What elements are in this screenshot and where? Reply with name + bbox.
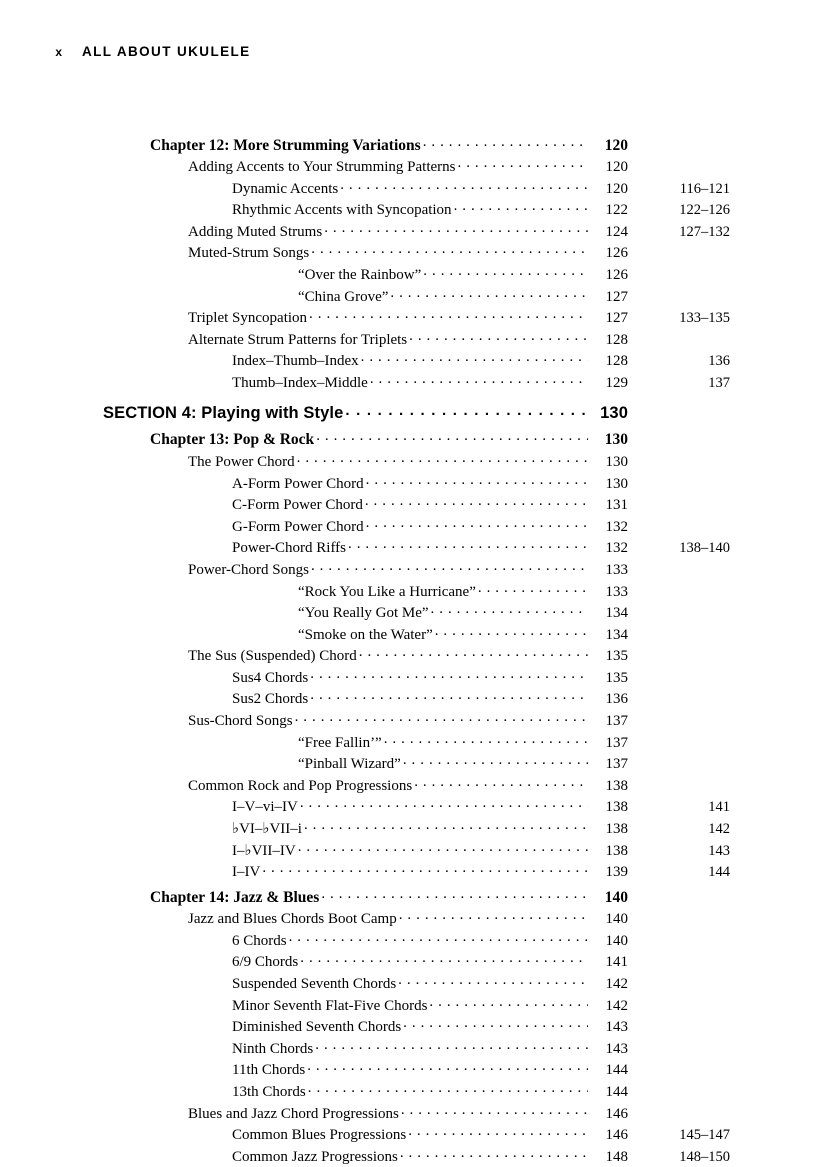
toc-entry-page: 139: [605, 864, 628, 881]
toc-entry-track: 137: [708, 374, 730, 391]
toc-leader-dots: [307, 1059, 588, 1074]
toc-leader-dots: [361, 350, 588, 365]
toc-leader-dots: [311, 559, 588, 574]
toc-entry-page: 137: [605, 734, 628, 751]
toc-entry-page: 126: [605, 266, 628, 283]
toc-entry-label: “Pinball Wizard”: [298, 756, 401, 773]
toc-leader-dots: [409, 329, 588, 344]
toc-entry-page: 120: [605, 159, 628, 175]
toc-entry-label: The Sus (Suspended) Chord: [188, 648, 357, 665]
toc-leader-dots: [295, 710, 588, 725]
toc-entry-label: Sus-Chord Songs: [188, 713, 293, 730]
toc-entry[interactable]: [150, 221, 730, 240]
toc-leader-dots: [310, 667, 588, 682]
toc-leader-dots: [399, 908, 588, 923]
toc-entry-track: 136: [708, 353, 730, 370]
toc-entry[interactable]: [150, 264, 730, 283]
toc-entry-page: 133: [605, 561, 628, 578]
toc-entry[interactable]: [150, 775, 730, 794]
toc-entry-page: 141: [605, 954, 628, 971]
toc-entry[interactable]: [150, 1081, 730, 1100]
toc-leader-dots: [403, 753, 588, 768]
toc-entry-label: “Free Fallin’”: [298, 734, 382, 751]
toc-entry-label: Alternate Strum Patterns for Triplets: [188, 331, 408, 348]
toc-leader-dots: [431, 602, 588, 617]
toc-entry-label: C-Form Power Chord: [232, 497, 363, 514]
toc-leader-dots: [414, 775, 588, 790]
toc-entry-label: Sus2 Chords: [232, 691, 309, 708]
toc-entry-page: 143: [605, 1019, 628, 1036]
toc-entry[interactable]: [150, 537, 730, 556]
toc-entry-page: 122: [605, 202, 628, 219]
toc-entry-label: Triplet Syncopation: [188, 310, 308, 327]
toc-leader-dots: [454, 199, 588, 214]
toc-leader-dots: [423, 134, 588, 150]
toc-entry[interactable]: [150, 688, 730, 707]
toc-entry[interactable]: [150, 242, 730, 261]
toc-entry[interactable]: [150, 1146, 730, 1165]
toc-leader-dots: [315, 1038, 588, 1053]
toc-entry[interactable]: [150, 581, 730, 600]
table-of-contents: [103, 128, 750, 1167]
toc-entry-track: 142: [708, 821, 730, 838]
toc-entry-label: “Over the Rainbow”: [298, 266, 422, 283]
toc-entry-page: 137: [605, 713, 628, 730]
toc-entry-page: 124: [605, 223, 628, 240]
toc-entry-track: 143: [708, 842, 730, 859]
toc-entry[interactable]: [150, 329, 730, 348]
toc-entry-track: 133–135: [679, 310, 730, 327]
toc-leader-dots: [403, 1016, 588, 1031]
toc-entry-label: Jazz and Blues Chords Boot Camp: [188, 911, 397, 928]
toc-entry[interactable]: [150, 199, 730, 218]
toc-entry-label: Minor Seventh Flat-Five Chords: [232, 997, 428, 1014]
toc-entry-label: Adding Accents to Your Strumming Patterns: [188, 159, 456, 175]
toc-leader-dots: [324, 221, 588, 236]
toc-entry-label: I–IV: [232, 864, 261, 881]
toc-leader-dots: [321, 886, 588, 902]
toc-leader-dots: [359, 645, 588, 660]
toc-entry[interactable]: [150, 1059, 730, 1078]
toc-entry-page: 126: [605, 245, 628, 262]
toc-entry-page: 148: [605, 1148, 628, 1165]
toc-entry-label: Chapter 13: Pop & Rock: [150, 431, 315, 449]
toc-entry-page: 127: [605, 288, 628, 305]
toc-entry-label: Chapter 14: Jazz & Blues: [150, 888, 320, 906]
toc-leader-dots: [309, 307, 588, 322]
toc-entry-label: Thumb–Index–Middle: [232, 374, 368, 391]
toc-entry-label: 6 Chords: [232, 932, 287, 949]
toc-leader-dots: [262, 861, 588, 876]
toc-entry-page: 128: [605, 353, 628, 370]
toc-entry-page: 134: [605, 605, 628, 622]
toc-entry-label: 6/9 Chords: [232, 954, 299, 971]
running-head: [50, 44, 251, 59]
toc-entry-label: Index–Thumb–Index: [232, 353, 359, 370]
toc-entry-page: 132: [605, 540, 628, 557]
toc-entry-label: Common Jazz Progressions: [232, 1148, 398, 1165]
toc-entry-label: Blues and Jazz Chord Progressions: [188, 1105, 399, 1122]
toc-entry-label: “Smoke on the Water”: [298, 626, 433, 643]
toc-entry-page: 132: [605, 518, 628, 535]
toc-leader-dots: [408, 1124, 588, 1139]
toc-leader-dots: [289, 930, 588, 945]
toc-entry-page: 137: [605, 756, 628, 773]
toc-entry-page: 128: [605, 331, 628, 348]
toc-leader-dots: [345, 402, 588, 419]
toc-leader-dots: [401, 1103, 588, 1118]
toc-entry[interactable]: [150, 995, 730, 1014]
toc-entry-page: 135: [605, 669, 628, 686]
book-title: ALL ABOUT UKULELE: [82, 44, 251, 59]
toc-leader-dots: [458, 156, 588, 171]
toc-entry-label: Ninth Chords: [232, 1040, 314, 1057]
toc-entry-page: 127: [605, 310, 628, 327]
toc-entry-track: 144: [708, 864, 730, 881]
toc-entry[interactable]: [150, 753, 730, 772]
toc-entry[interactable]: [150, 156, 730, 175]
toc-entry[interactable]: [150, 886, 730, 905]
toc-entry[interactable]: [150, 951, 730, 970]
toc-entry-page: 140: [605, 932, 628, 949]
toc-leader-dots: [310, 688, 588, 703]
toc-entry-page: 140: [605, 911, 628, 928]
toc-entry-label: Common Blues Progressions: [232, 1127, 407, 1144]
toc-entry-page: 130: [600, 404, 628, 423]
toc-leader-dots: [370, 372, 588, 387]
toc-leader-dots: [340, 178, 588, 193]
toc-entry[interactable]: [150, 908, 730, 927]
toc-entry[interactable]: [150, 602, 730, 621]
toc-entry[interactable]: [150, 134, 730, 153]
toc-leader-dots: [316, 429, 588, 445]
toc-entry[interactable]: [150, 624, 730, 643]
toc-entry[interactable]: [150, 840, 730, 859]
toc-entry-label: G-Form Power Chord: [232, 518, 364, 535]
toc-entry[interactable]: [150, 451, 730, 470]
toc-leader-dots: [300, 951, 588, 966]
toc-entry-page: 130: [605, 453, 628, 470]
toc-entry-page: 142: [605, 997, 628, 1014]
toc-entry[interactable]: [150, 372, 730, 391]
toc-entry-label: “Rock You Like a Hurricane”: [298, 583, 476, 600]
page-number: x: [55, 44, 63, 59]
toc-entry-page: 142: [605, 976, 628, 992]
toc-entry-page: 131: [605, 497, 628, 514]
toc-entry[interactable]: [150, 732, 730, 751]
toc-leader-dots: [304, 818, 588, 833]
toc-entry-page: 144: [605, 1083, 628, 1100]
toc-entry-page: 130: [604, 431, 628, 449]
toc-entry-page: 120: [604, 136, 628, 154]
toc-entry[interactable]: [150, 559, 730, 578]
toc-entry[interactable]: [150, 516, 730, 535]
toc-leader-dots: [435, 624, 588, 639]
toc-entry[interactable]: [150, 645, 730, 664]
toc-leader-dots: [311, 242, 588, 257]
toc-leader-dots: [478, 581, 588, 596]
toc-entry[interactable]: [103, 402, 730, 423]
toc-entry-track: 138–140: [679, 540, 730, 557]
toc-entry[interactable]: [150, 473, 730, 492]
toc-entry-page: 134: [605, 626, 628, 643]
toc-entry[interactable]: [150, 178, 730, 197]
toc-entry-label: I–V–vi–IV: [232, 799, 298, 816]
toc-entry[interactable]: [150, 861, 730, 880]
toc-entry-page: 140: [604, 888, 628, 906]
toc-entry[interactable]: [150, 1038, 730, 1057]
toc-leader-dots: [398, 973, 588, 988]
toc-entry-label: “China Grove”: [298, 288, 389, 305]
toc-entry-label: “You Really Got Me”: [298, 605, 429, 622]
toc-entry-label: Sus4 Chords: [232, 669, 309, 686]
toc-entry-label: Muted-Strum Songs: [188, 245, 310, 262]
toc-entry-page: 138: [605, 821, 628, 838]
toc-entry-label: Diminished Seventh Chords: [232, 1019, 402, 1036]
toc-entry[interactable]: [150, 494, 730, 513]
toc-entry-page: 138: [605, 799, 628, 816]
toc-entry-label: Suspended Seventh Chords: [232, 976, 397, 992]
toc-entry-label: I–♭VII–IV: [232, 842, 296, 859]
toc-entry-label: 13th Chords: [232, 1083, 306, 1100]
toc-entry-page: 146: [605, 1127, 628, 1144]
toc-entry-page: 133: [605, 583, 628, 600]
toc-entry-track: 145–147: [679, 1127, 730, 1144]
toc-entry[interactable]: [150, 286, 730, 305]
toc-entry[interactable]: [150, 710, 730, 729]
toc-entry-label: Dynamic Accents: [232, 180, 339, 197]
toc-leader-dots: [348, 537, 588, 552]
toc-leader-dots: [365, 494, 588, 509]
toc-entry-page: 129: [605, 374, 628, 391]
toc-entry-page: 138: [605, 842, 628, 859]
toc-leader-dots: [429, 995, 588, 1010]
toc-leader-dots: [423, 264, 588, 279]
toc-entry-page: 144: [605, 1062, 628, 1079]
toc-entry[interactable]: [150, 973, 730, 992]
toc-entry[interactable]: [150, 307, 730, 326]
toc-leader-dots: [384, 732, 588, 747]
toc-entry[interactable]: [150, 1103, 730, 1122]
toc-leader-dots: [366, 473, 588, 488]
toc-leader-dots: [390, 286, 588, 301]
toc-entry-label: A-Form Power Chord: [232, 475, 364, 492]
toc-entry-label: The Power Chord: [188, 453, 295, 470]
toc-entry-track: 141: [708, 799, 730, 816]
toc-entry-page: 136: [605, 691, 628, 708]
toc-entry-label: Chapter 12: More Strumming Variations: [150, 136, 421, 154]
toc-entry-label: ♭VI–♭VII–i: [232, 821, 302, 838]
toc-entry[interactable]: [150, 1124, 730, 1143]
toc-entry-label: 11th Chords: [232, 1062, 306, 1079]
toc-entry-label: Power-Chord Riffs: [232, 540, 347, 557]
toc-entry[interactable]: [150, 667, 730, 686]
toc-entry-page: 130: [605, 475, 628, 492]
toc-entry[interactable]: [150, 429, 730, 448]
toc-leader-dots: [300, 796, 588, 811]
toc-entry[interactable]: [150, 930, 730, 949]
toc-entry[interactable]: [150, 818, 730, 837]
toc-leader-dots: [366, 516, 588, 531]
toc-entry-label: Common Rock and Pop Progressions: [188, 777, 413, 794]
toc-entry-page: 146: [605, 1105, 628, 1122]
toc-entry-label: Rhythmic Accents with Syncopation: [232, 202, 452, 219]
toc-entry[interactable]: [150, 796, 730, 815]
toc-entry-track: 127–132: [679, 223, 730, 240]
toc-entry-page: 143: [605, 1040, 628, 1057]
toc-entry-track: 122–126: [679, 202, 730, 219]
toc-entry-track: 148–150: [679, 1148, 730, 1165]
toc-entry-page: 138: [605, 777, 628, 794]
toc-leader-dots: [297, 451, 588, 466]
toc-entry-page: 135: [605, 648, 628, 665]
toc-entry-label: Power-Chord Songs: [188, 561, 309, 578]
toc-leader-dots: [298, 840, 588, 855]
toc-entry-page: 120: [605, 180, 628, 197]
toc-entry-label: Adding Muted Strums: [188, 223, 323, 240]
toc-entry-label: SECTION 4: Playing with Style: [103, 404, 344, 423]
toc-entry[interactable]: [150, 350, 730, 369]
toc-leader-dots: [400, 1146, 588, 1161]
toc-entry[interactable]: [150, 1016, 730, 1035]
toc-entry-track: 116–121: [679, 180, 730, 197]
toc-leader-dots: [308, 1081, 588, 1096]
